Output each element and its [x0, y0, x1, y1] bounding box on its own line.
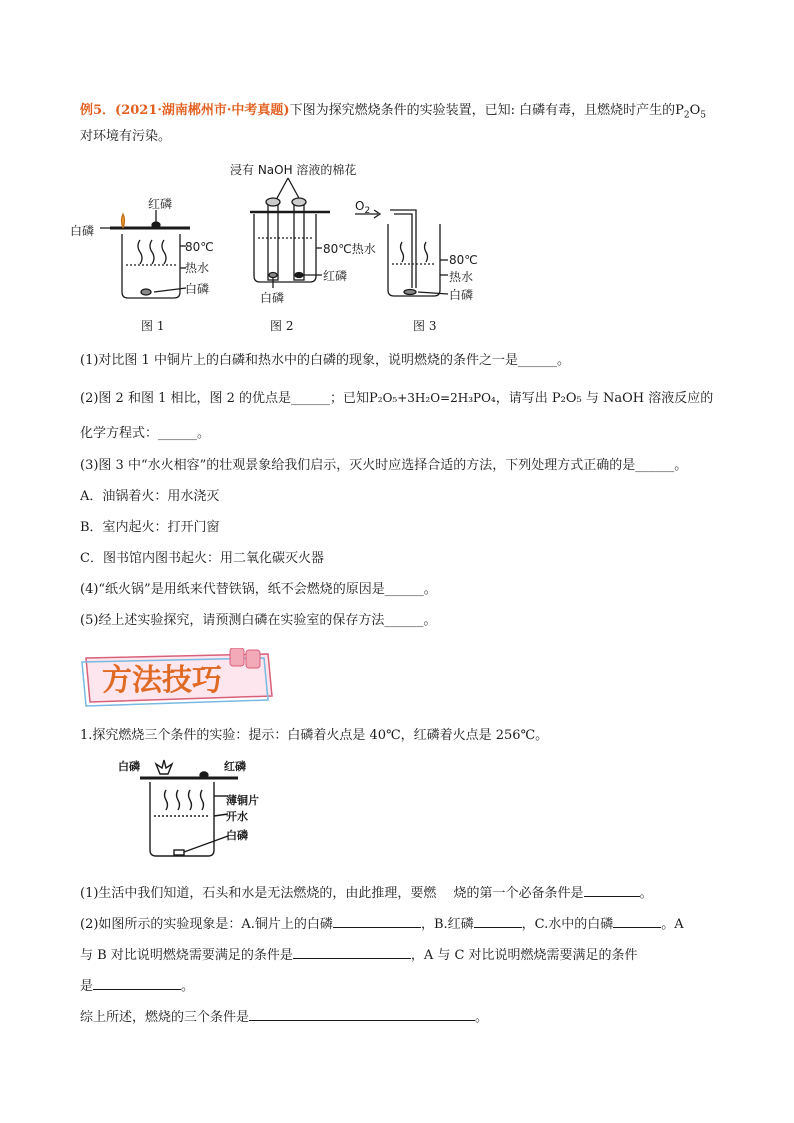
- banner-title: 方法技巧: [102, 663, 222, 698]
- fig2-white-p-label: 白磷: [260, 291, 285, 305]
- method-fig-white-p-bottom: 白磷: [226, 829, 248, 842]
- fig2-cotton-label: 浸有 NaOH 溶液的棉花: [230, 163, 357, 177]
- fig1-water-label: 热水: [185, 261, 210, 275]
- example-intro-line2: 对环境有污染。: [80, 129, 172, 144]
- fig3-o2-label: $O_2$: [355, 199, 371, 216]
- fig3-caption: 图 3: [413, 319, 437, 333]
- question-3: (3)图 3 中“水火相容”的壮观景象给我们启示，灭火时应选择合适的方法，下列处理方式正确的是______。: [80, 458, 688, 473]
- answer-blank[interactable]: [93, 977, 181, 990]
- method-q2-line2: [80, 946, 638, 965]
- question-2-equation: ₂O₅+3H₂O=2H₃PO₄: [377, 391, 496, 405]
- method-banner: [80, 648, 280, 708]
- question-5: (5)经上述实验探究，请预测白磷在实验室的保存方法______。: [80, 613, 437, 628]
- example-source: (2021·湖南郴州市·中考真题): [115, 103, 290, 118]
- method-q1-text: (1)生活中我们知道，石头和水是无法燃烧的，由此推理，要燃 烧的第一个必备条件是: [80, 886, 584, 901]
- method-item-1: 1.探究燃烧三个条件的实验：提示：白磷着火点是 40℃，红磷着火点是 256℃。: [80, 728, 549, 743]
- question-2: [80, 389, 713, 408]
- method-q2-line2-text-a: 与 B 对比说明燃烧需要满足的条件是: [80, 948, 293, 963]
- method-q2-text-a: (2)如图所示的实验现象是：A.铜片上的白磷: [80, 917, 333, 932]
- example-label: 例5．: [80, 103, 116, 118]
- fig2-caption: 图 2: [270, 319, 294, 333]
- example-intro-text-b: O: [689, 103, 701, 118]
- option-a: A．油锅着火：用水浇灭: [80, 489, 220, 504]
- fig2-water-label: 80℃热水: [323, 242, 376, 256]
- answer-blank[interactable]: [474, 915, 522, 928]
- method-fig-water: 开水: [226, 810, 248, 823]
- figure-3-apparatus: [350, 190, 490, 308]
- question-4: (4)“纸火锅”是用纸来代替铁锅，纸不会燃烧的原因是______。: [80, 582, 437, 597]
- paperclip-icon: [230, 648, 244, 666]
- fig3-white-p-label: 白磷: [449, 288, 474, 302]
- fig2-red-p-label: 红磷: [323, 269, 348, 283]
- figure-1-apparatus: [70, 180, 220, 305]
- paperclip-icon: [246, 650, 260, 668]
- fig3-temp-label: 80℃: [449, 253, 478, 267]
- fig3-water-label: 热水: [449, 270, 474, 284]
- method-q2-text-d: 。A: [661, 917, 684, 932]
- question-2-text-b: ，请写出 P₂O₅ 与 NaOH 溶液反应的: [495, 391, 714, 406]
- example-intro: [80, 102, 706, 125]
- fig1-caption: 图 1: [141, 319, 165, 333]
- period: 。: [181, 979, 195, 994]
- question-2-text-a: (2)图 2 和图 1 相比，图 2 的优点是______；已知P: [80, 391, 378, 406]
- example-intro-text: 下图为探究燃烧条件的实验装置，已知: 白磷有毒，且燃烧时产生的P: [289, 103, 684, 118]
- method-q2-line2-text-b: ，A 与 C 对比说明燃烧需要满足的条件: [410, 948, 638, 963]
- answer-blank[interactable]: [333, 915, 421, 928]
- method-q2: [80, 915, 684, 934]
- period: 。: [475, 1010, 489, 1025]
- fig1-white-p-bottom-label: 白磷: [185, 282, 210, 296]
- method-q2-text-c: ，C.水中的白磷: [521, 917, 614, 932]
- answer-blank[interactable]: [249, 1008, 475, 1021]
- question-2-line2: 化学方程式：______。: [80, 426, 211, 441]
- fig1-temp-label: 80℃: [185, 240, 214, 254]
- method-fig-red-p: 红磷: [224, 760, 246, 773]
- question-1: (1)对比图 1 中铜片上的白磷和热水中的白磷的现象，说明燃烧的条件之一是______。: [80, 353, 570, 368]
- method-q2-text-b: ，B.红磷: [420, 917, 474, 932]
- method-q2-line3: [80, 977, 194, 996]
- fig1-white-p-left-label: 白磷: [70, 224, 95, 238]
- method-figure: [118, 752, 268, 862]
- answer-blank[interactable]: [613, 915, 661, 928]
- option-b: B．室内起火：打开门窗: [80, 520, 220, 535]
- method-fig-white-p-top: 白磷: [118, 760, 140, 773]
- option-c: C．图书馆内图书起火：用二氧化碳灭火器: [80, 551, 324, 566]
- method-summary-text: 综上所述，燃烧的三个条件是: [80, 1010, 250, 1025]
- method-summary: [80, 1008, 488, 1027]
- method-q2-line3-text: 是: [80, 979, 94, 994]
- method-q1: [80, 884, 653, 903]
- answer-blank[interactable]: [293, 946, 411, 959]
- fig1-red-p-label: 红磷: [148, 197, 173, 211]
- subscript: 5: [700, 110, 706, 121]
- period: 。: [639, 886, 653, 901]
- subscript: 2: [683, 110, 690, 121]
- method-fig-copper: 薄铜片: [226, 794, 259, 807]
- answer-blank[interactable]: [584, 884, 640, 897]
